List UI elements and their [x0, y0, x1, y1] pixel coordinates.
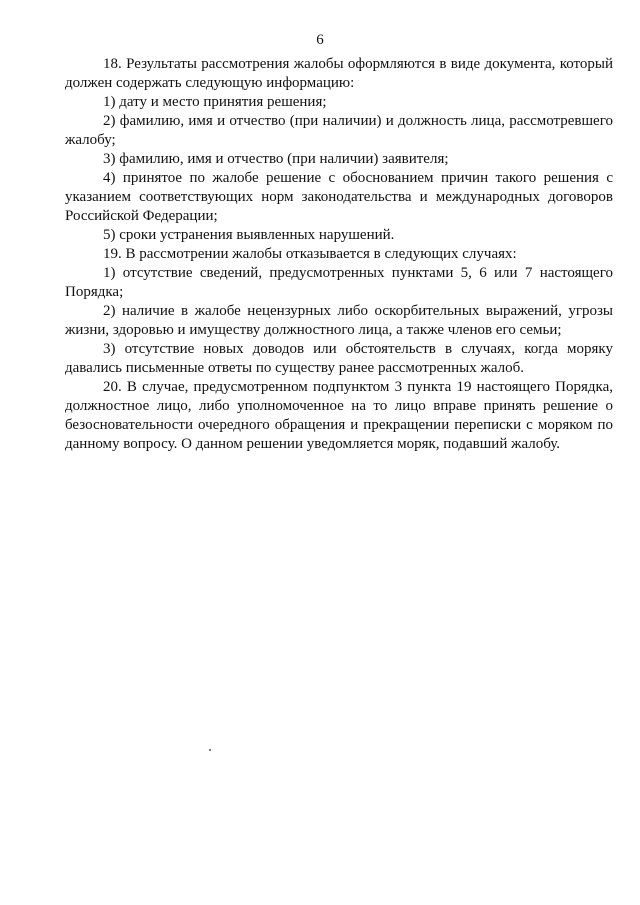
list-item-18-1: 1) дату и место принятия решения; — [103, 94, 327, 110]
list-item-18-5: 5) сроки устранения выявленных нарушений. — [103, 227, 395, 243]
list-item-18-3: 3) фамилию, имя и отчество (при наличии) заявителя; — [103, 151, 449, 167]
list-item-19-2: 2) наличие в жалобе нецензурных либо оскорбительных выражений, угрозы жизни, здоровью и имуществу должностного лица, а также членов его семьи; — [65, 303, 613, 338]
list-item-19-3: 3) отсутствие новых доводов или обстоятельств в случаях, когда моряку давались письменные ответы по существу ранее рассмотренных жалоб. — [65, 341, 613, 376]
paragraph-19: 19. В рассмотрении жалобы отказывается в следующих случаях: — [103, 246, 517, 262]
document-body — [65, 55, 613, 454]
scan-speck — [209, 749, 211, 751]
list-item-18-2: 2) фамилию, имя и отчество (при наличии) и должность лица, рассмотревшего жалобу; — [65, 113, 613, 148]
paragraph-18: 18. Результаты рассмотрения жалобы оформляются в виде документа, который должен содержать следующую информацию: — [65, 56, 613, 91]
paragraph-20: 20. В случае, предусмотренном подпунктом 3 пункта 19 настоящего Порядка, должностное лицо, либо уполномоченное на то лицо вправе принять решение о безосновательности очередного обращения и прекращении переписки с моряком по данному вопросу. О данном решении уведомляется моряк, подавший жалобу. — [65, 379, 613, 452]
list-item-18-4: 4) принятое по жалобе решение с обоснованием причин такого решения с указанием соответствующих норм законодательства и международных договоров Российской Федерации; — [65, 170, 613, 224]
list-item-19-1: 1) отсутствие сведений, предусмотренных пунктами 5, 6 или 7 настоящего Порядка; — [65, 265, 613, 300]
page-number: 6 — [316, 32, 324, 48]
